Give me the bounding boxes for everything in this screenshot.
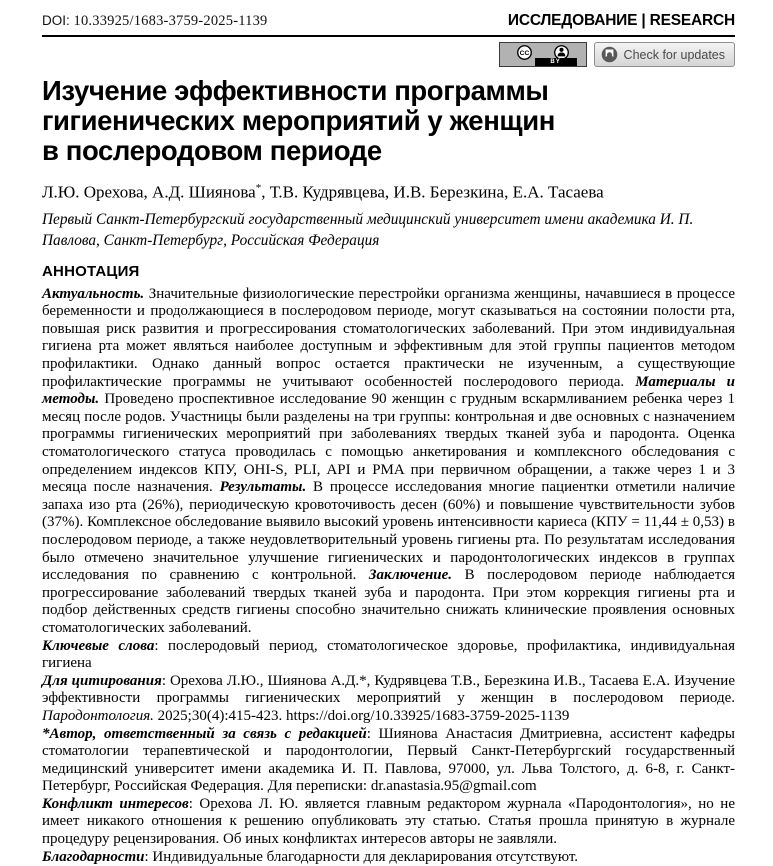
abstract-section-text: Проведено проспективное исследование 90 женщин с грудным вскармливанием ребенка через 1 месяц после родов. Участницы были разделены на три группы: контрольная и две основных с назначением программы гигиенических мероприятий при заболеваниях твердых тканей зуба и пародонта. Оценка стоматологического статуса проводилась с помощью анкетирования и комплексного обследования с определением индексов КПУ, OHI-S, PLI, API и PMA при первичном обращении, а также через 1 и 3 месяца после назначения.: [42, 391, 735, 496]
citation-text: 2025;30(4):415-423.: [153, 707, 286, 724]
cc-icon: [516, 44, 533, 61]
abstract-section-text: В послеродовом периоде наблюдается прогрессирование заболеваний твердых тканей зуба и пародонта. При этом коррекция гигиены рта и подбор действенных средств гигиены способно значительно снижать клинические проявления основных стоматологических заболеваний.: [42, 567, 735, 636]
check-for-updates-button[interactable]: [594, 42, 735, 67]
abstract-heading: АННОТАЦИЯ: [42, 262, 140, 280]
crossmark-icon: [601, 46, 618, 63]
keywords-text: : послеродовый период, стоматологическое здоровье, профилактика, индивидуальная гигиена: [42, 637, 735, 672]
abstract-block: [42, 286, 735, 866]
badge-row: [42, 42, 735, 67]
doi-value: 10.33925/1683-3759-2025-1139: [73, 13, 268, 29]
cc-by-license-badge[interactable]: [499, 42, 587, 67]
abstract-section-label: Материалы и методы.: [42, 373, 736, 408]
article-title-line: Изучение эффективности программы: [42, 75, 549, 106]
keywords-line: [42, 638, 735, 673]
article-title: [42, 76, 735, 166]
citation-journal: Пародонтология.: [42, 707, 154, 724]
citation-doi-url[interactable]: https://doi.org/10.33925/1683-3759-2025-1139: [286, 707, 570, 724]
correspondence-label: *Автор, ответственный за связь с редакцией: [42, 725, 367, 742]
svg-text:CC: CC: [519, 50, 529, 58]
correspondence-line: [42, 726, 735, 796]
conflict-label: Конфликт интересов: [42, 795, 189, 812]
acknowledgements-label: Благодарности: [42, 848, 145, 865]
section-rubric: ИССЛЕДОВАНИЕ | RESEARCH: [507, 12, 735, 29]
correspondence-text: : Шиянова Анастасия Дмитриевна, ассистент кафедры стоматологии терапевтической и пародонтологии, Первый Санкт-Петербургский государственный медицинский университет имени академика И. П. Павлова, 97000, ул. Льва Толстого, д. 6-8, г. Санкт-Петербург, Российская Федерация. Для переписки:: [42, 725, 735, 795]
doi-label: DOI:: [42, 13, 70, 28]
keywords-label: Ключевые слова: [42, 637, 155, 654]
header-rule: [42, 35, 735, 37]
abstract-section-label: Актуальность.: [42, 285, 145, 302]
cc-by-label: BY: [535, 58, 577, 66]
citation-line: [42, 673, 735, 726]
authors-text: , Т.В. Кудрявцева, И.В. Березкина, Е.А. Тасаева: [261, 182, 604, 202]
corresponding-author-mark: *: [255, 182, 262, 194]
authors-line: [42, 178, 735, 203]
article-title-line: в послеродовом периоде: [42, 135, 382, 166]
citation-text: : Орехова Л.Ю., Шиянова А.Д.*, Кудрявцева Т.В., Березкина И.В., Тасаева Е.А. Изучение эффективности программы гигиенических мероприятий у женщин в послеродовом периоде.: [42, 672, 735, 707]
abstract-text: [42, 286, 735, 638]
citation-label: Для цитирования: [42, 672, 162, 689]
conflict-of-interest-line: [42, 796, 735, 849]
abstract-section-label: Заключение.: [368, 567, 453, 584]
abstract-section-label: Результаты.: [219, 479, 307, 496]
acknowledgements-text: : Индивидуальные благодарности для декларирования отсутствуют.: [144, 848, 579, 865]
correspondence-email[interactable]: dr.anastasia.95@gmail.com: [370, 778, 537, 795]
affiliation: Первый Санкт-Петербургский государственный медицинский университет имени академика И. П. Павлова, Санкт-Петербург, Российская Федерация: [42, 210, 694, 249]
authors-text: Л.Ю. Орехова, А.Д. Шиянова: [42, 182, 256, 202]
crossmark-label: Check for updates: [623, 47, 725, 62]
article-title-line: гигиенических мероприятий у женщин: [42, 105, 555, 136]
acknowledgements-line: [42, 849, 735, 866]
doi: [42, 13, 267, 30]
conflict-text: : Орехова Л. Ю. является главным редактором журнала «Пародонтология», но не имеет никакого отношения к решению опубликовать эту статью. Статья прошла принятую в журнале процедуру рецензирования. Об иных конфликтах интересов авторы не заявляли.: [42, 795, 735, 848]
page-header: [42, 12, 735, 30]
abstract-section-text: В процессе исследования многие пациентки отметили наличие запаха изо рта (26%), периодическую кровоточивость десен (60%) и повышение чувствительности зубов (37%). Комплексное обследование выявило высокий уровень интенсивности кариеса (КПУ = 11,44 ± 0,53) в послеродовом периоде, а также неудовлетворительный уровень гигиены рта. По результатам исследования было отмечено значительное улучшение гигиенических и пародонтологических индексов в группах исследования по сравнению с контрольной.: [42, 479, 735, 584]
abstract-section-text: Значительные физиологические перестройки организма женщины, начавшиеся в процессе беременности и продолжающиеся в послеродовом периоде, могут сказываться на состоянии полости рта, повышая риск развития и прогрессирования стоматологических заболеваний. При этом индивидуальная гигиена рта может являться наиболее доступным и эффективным для этой группы пациентов методом профилактики. Однако данный вопрос остается практически не изученным, а существующие профилактические программы не учитывают особенностей послеродового периода.: [42, 285, 735, 390]
